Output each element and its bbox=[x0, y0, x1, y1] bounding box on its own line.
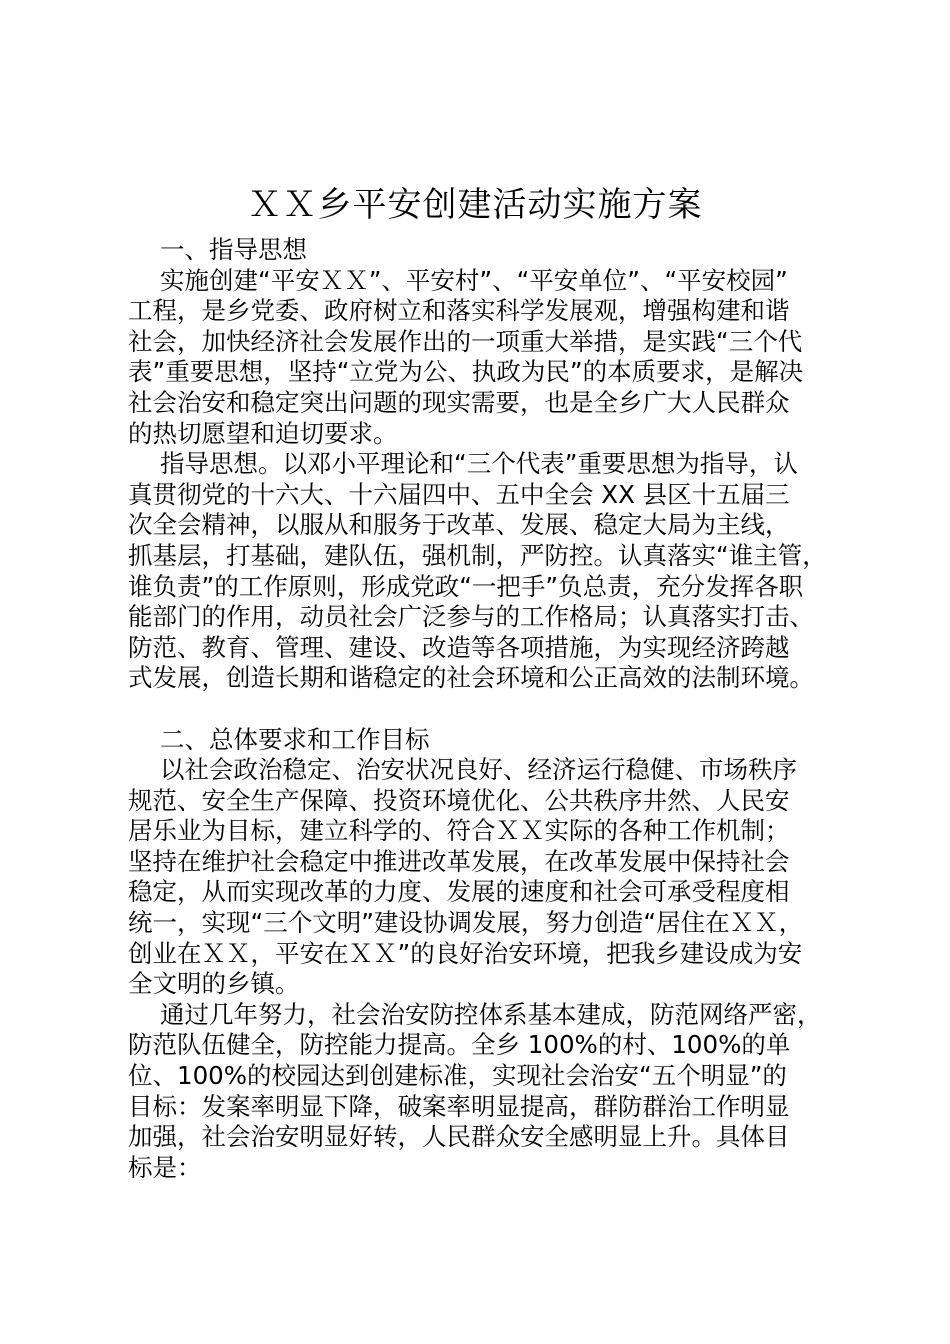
text-line: 二、总体要求和工作目标 bbox=[160, 724, 430, 754]
text-line: 坚持在维护社会稳定中推进改革发展，在改革发展中保持社会 bbox=[128, 846, 790, 876]
document-title: ＸＸ乡平安创建活动实施方案 bbox=[247, 185, 703, 225]
text-line: 标是： bbox=[128, 1152, 202, 1182]
blank-line bbox=[128, 694, 834, 725]
text-line: 统一，实现“三个文明”建设协调发展，努力创造“居住在ＸＸ， bbox=[128, 908, 804, 938]
text-line: 加强，社会治安明显好转，人民群众安全感明显上升。具体目 bbox=[128, 1122, 790, 1152]
text-line: 全文明的乡镇。 bbox=[128, 969, 300, 999]
text-line: 的热切愿望和迫切要求。 bbox=[128, 418, 398, 448]
text-line: 实施创建“平安ＸＸ”、平安村”、“平安单位”、“平安校园” bbox=[160, 265, 788, 295]
text-line: 居乐业为目标，建立科学的、符合ＸＸ实际的各种工作机制； bbox=[128, 816, 790, 846]
text-line: 一、指导思想 bbox=[160, 235, 307, 264]
text-line: 规范、安全生产保障、投资环境优化、公共秩序井然、人民安 bbox=[128, 785, 790, 815]
text-line: 能部门的作用，动员社会广泛参与的工作格局；认真落实打击、 bbox=[128, 602, 814, 632]
text-line: 社会治安和稳定突出问题的现实需要，也是全乡广大人民群众 bbox=[128, 387, 790, 417]
text-line: 以社会政治稳定、治安状况良好、经济运行稳健、市场秩序 bbox=[160, 755, 797, 785]
text-line: 真贯彻党的十六大、十六届四中、五中全会 XX 县区十五届三 bbox=[128, 479, 790, 509]
text-line: 抓基层，打基础，建队伍，强机制，严防控。认真落实“谁主管， bbox=[128, 540, 827, 570]
text-line: 表”重要思想，坚持“立党为公、执政为民”的本质要求，是解决 bbox=[128, 357, 804, 387]
text-line: 次全会精神，以服从和服务于改革、发展、稳定大局为主线， bbox=[128, 510, 790, 540]
text-line: 工程，是乡党委、政府树立和落实科学发展观，增强构建和谐 bbox=[128, 296, 790, 326]
document-body bbox=[128, 235, 834, 1183]
text-line: 谁负责”的工作原则，形成党政“一把手”负总责，充分发挥各职 bbox=[128, 571, 804, 601]
text-line: 目标：发案率明显下降，破案率明显提高，群防群治工作明显 bbox=[128, 1091, 790, 1121]
text-line: 稳定，从而实现改革的力度、发展的速度和社会可承受程度相 bbox=[128, 877, 790, 907]
text-line: 防范、教育、管理、建设、改造等各项措施，为实现经济跨越 bbox=[128, 632, 790, 662]
text-line: 创业在ＸＸ，平安在ＸＸ”的良好治安环境，把我乡建设成为安 bbox=[128, 938, 803, 968]
text-line: 通过几年努力，社会治安防控体系基本建成，防范网络严密， bbox=[160, 999, 822, 1029]
text-line: 式发展，创造长期和谐稳定的社会环境和公正高效的法制环境。 bbox=[128, 663, 814, 693]
text-line: 位、100%的校园达到创建标准，实现社会治安“五个明显”的 bbox=[128, 1061, 787, 1091]
text-line: 社会，加快经济社会发展作出的一项重大举措，是实践“三个代 bbox=[128, 326, 803, 356]
text-line: 防范队伍健全，防控能力提高。全乡 100%的村、100%的单 bbox=[128, 1030, 791, 1060]
text-line: 指导思想。以邓小平理论和“三个代表”重要思想为指导，认 bbox=[160, 449, 798, 479]
